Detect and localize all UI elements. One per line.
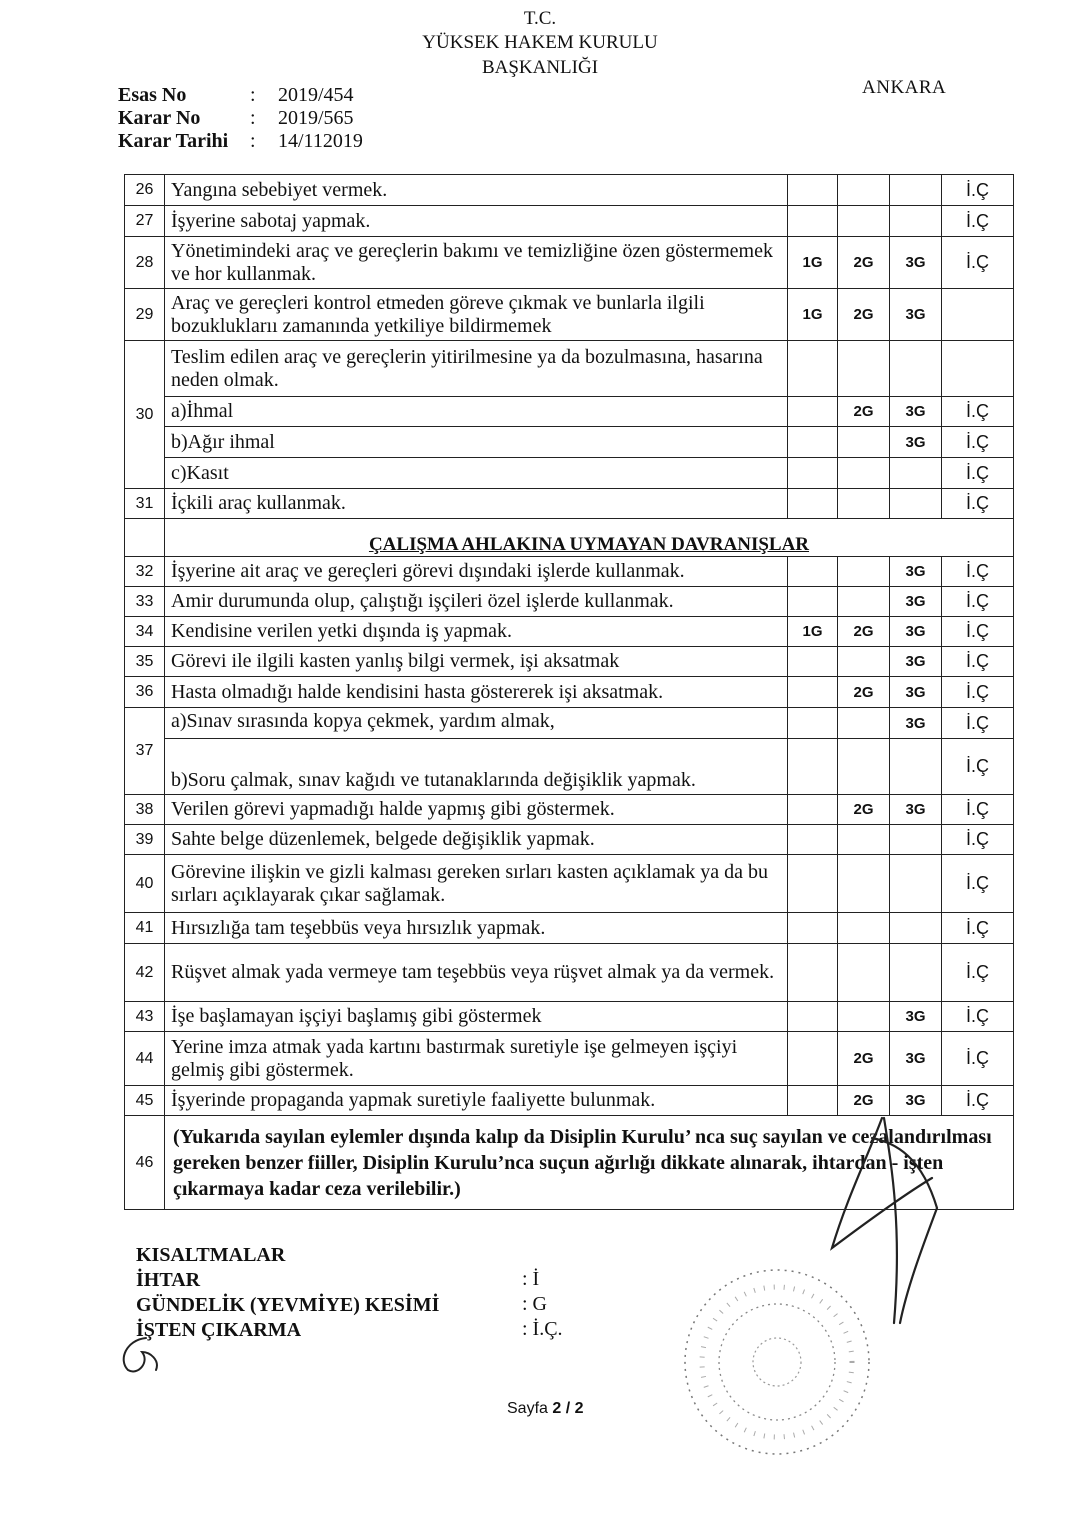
table-row: [125, 795, 1014, 825]
penalty-ic: [942, 289, 1014, 341]
row-number: 31: [125, 489, 165, 519]
table-row: [125, 458, 1014, 489]
row-number: 44: [125, 1032, 165, 1086]
penalty-1g: [788, 647, 838, 677]
penalty-1g: [788, 825, 838, 855]
penalty-3g: 3G: [890, 557, 942, 587]
page-prefix: Sayfa: [507, 1400, 553, 1417]
colon: :: [250, 107, 256, 129]
row-number: 30: [125, 341, 165, 489]
penalty-2g: 2G: [838, 1086, 890, 1116]
penalty-1g: [788, 944, 838, 1002]
penalty-1g: [788, 341, 838, 397]
row-description: İşyerine sabotaj yapmak.: [165, 206, 788, 237]
table-row: [125, 237, 1014, 289]
header-tc: T.C.: [523, 8, 557, 29]
penalty-3g: [890, 913, 942, 944]
table-row: [125, 289, 1014, 341]
penalty-2g: [838, 458, 890, 489]
penalty-ic: İ.Ç: [942, 489, 1014, 519]
penalty-ic: İ.Ç: [942, 1086, 1014, 1116]
colon: :: [250, 84, 256, 106]
penalty-2g: [838, 175, 890, 206]
penalty-1g: 1G: [788, 289, 838, 341]
row-description: c)Kasıt: [165, 458, 788, 489]
header-presidency: BAŞKANLIĞI: [481, 57, 599, 78]
tarih-label: Karar Tarihi: [118, 130, 229, 152]
row-number: 41: [125, 913, 165, 944]
esas-label: Esas No: [118, 84, 187, 106]
penalty-ic: İ.Ç: [942, 677, 1014, 708]
row-description: b)Soru çalmak, sınav kağıdı ve tutanaklarında değişiklik yapmak.: [165, 739, 788, 795]
penalty-2g: [838, 341, 890, 397]
section-row: [125, 519, 1014, 557]
penalty-3g: [890, 944, 942, 1002]
penalty-2g: [838, 944, 890, 1002]
table-row: [125, 647, 1014, 677]
penalty-2g: [838, 708, 890, 739]
penalty-2g: [838, 206, 890, 237]
penalty-1g: [788, 175, 838, 206]
penalty-1g: [788, 427, 838, 458]
penalty-ic: İ.Ç: [942, 237, 1014, 289]
penalty-ic: İ.Ç: [942, 913, 1014, 944]
penalty-3g: 3G: [890, 1002, 942, 1032]
penalty-3g: [890, 739, 942, 795]
penalty-1g: [788, 1002, 838, 1032]
esas-value: 2019/454: [278, 84, 354, 106]
row-description: İşe başlamayan işçiyi başlamış gibi göstermek: [165, 1002, 788, 1032]
penalty-2g: 2G: [838, 1032, 890, 1086]
abbreviation-value: : İ.Ç.: [522, 1318, 563, 1340]
penalty-ic: İ.Ç: [942, 944, 1014, 1002]
penalty-3g: 3G: [890, 708, 942, 739]
page-number: [507, 1400, 584, 1418]
penalty-ic: İ.Ç: [942, 206, 1014, 237]
header-city: ANKARA: [862, 77, 947, 98]
general-clause: (Yukarıda sayılan eylemler dışında kalıp da Disiplin Kurulu’ nca suç sayılan ve cezalandırılması gereken benzer fiiller, Disiplin Kurulu’nca suçun ağırlığı dikkate alınarak, ihtardan - işten çıkarmaya kadar ceza verilebilir.): [165, 1116, 1014, 1210]
row-number: 27: [125, 206, 165, 237]
penalty-1g: [788, 795, 838, 825]
row-number: 38: [125, 795, 165, 825]
row-description: Görevi ile ilgili kasten yanlış bilgi vermek, işi aksatmak: [165, 647, 788, 677]
row-number: 43: [125, 1002, 165, 1032]
penalty-table: [124, 174, 1014, 1210]
table-row: [125, 617, 1014, 647]
penalty-2g: 2G: [838, 289, 890, 341]
tarih-value: 14/112019: [278, 130, 363, 152]
row-description: Yönetimindeki araç ve gereçlerin bakımı ve temizliğine özen göstermemek ve hor kullanmak.: [165, 237, 788, 289]
row-description: Yangına sebebiyet vermek.: [165, 175, 788, 206]
table-row: [125, 587, 1014, 617]
penalty-1g: [788, 739, 838, 795]
penalty-1g: [788, 458, 838, 489]
penalty-2g: [838, 855, 890, 913]
penalty-1g: [788, 708, 838, 739]
penalty-3g: [890, 458, 942, 489]
penalty-2g: [838, 427, 890, 458]
penalty-3g: [890, 175, 942, 206]
row-description: a)Sınav sırasında kopya çekmek, yardım almak,: [165, 708, 788, 739]
abbreviation-label: İHTAR: [136, 1269, 201, 1291]
penalty-3g: 3G: [890, 1086, 942, 1116]
penalty-ic: İ.Ç: [942, 617, 1014, 647]
penalty-ic: İ.Ç: [942, 458, 1014, 489]
penalty-2g: 2G: [838, 617, 890, 647]
penalty-3g: [890, 825, 942, 855]
penalty-3g: 3G: [890, 1032, 942, 1086]
penalty-2g: [838, 913, 890, 944]
penalty-ic: İ.Ç: [942, 708, 1014, 739]
row-number: 36: [125, 677, 165, 708]
initial-mark: [116, 1330, 166, 1378]
table-row: [125, 944, 1014, 1002]
row-description: b)Ağır ihmal: [165, 427, 788, 458]
abbreviations-title: KISALTMALAR: [136, 1244, 286, 1266]
penalty-1g: [788, 1032, 838, 1086]
row-description: Hırsızlığa tam teşebbüs veya hırsızlık yapmak.: [165, 913, 788, 944]
table-row: [125, 708, 1014, 739]
penalty-1g: 1G: [788, 237, 838, 289]
table-row: [125, 677, 1014, 708]
penalty-1g: [788, 397, 838, 427]
section-number-cell: [125, 519, 165, 557]
row-description: Sahte belge düzenlemek, belgede değişiklik yapmak.: [165, 825, 788, 855]
penalty-3g: [890, 341, 942, 397]
penalty-ic: İ.Ç: [942, 557, 1014, 587]
penalty-2g: 2G: [838, 795, 890, 825]
penalty-ic: İ.Ç: [942, 825, 1014, 855]
karar-no: [118, 107, 354, 130]
signature: [812, 1098, 952, 1328]
row-number: 33: [125, 587, 165, 617]
penalty-2g: 2G: [838, 677, 890, 708]
table-row: [125, 489, 1014, 519]
penalty-2g: [838, 1002, 890, 1032]
row-description: İşyerinde propaganda yapmak suretiyle faaliyette bulunmak.: [165, 1086, 788, 1116]
row-description: Teslim edilen araç ve gereçlerin yitirilmesine ya da bozulmasına, hasarına neden olmak.: [165, 341, 788, 397]
table-row: [125, 855, 1014, 913]
table-row: [125, 397, 1014, 427]
abbreviation-value: : G: [522, 1293, 547, 1315]
row-number: 46: [125, 1116, 165, 1210]
row-number: 40: [125, 855, 165, 913]
table-row: [125, 557, 1014, 587]
penalty-ic: İ.Ç: [942, 175, 1014, 206]
penalty-2g: [838, 587, 890, 617]
row-description: a)İhmal: [165, 397, 788, 427]
table-row: [125, 913, 1014, 944]
penalty-2g: [838, 557, 890, 587]
row-number: 45: [125, 1086, 165, 1116]
penalty-2g: [838, 825, 890, 855]
row-description: Amir durumunda olup, çalıştığı işçileri özel işlerde kullanmak.: [165, 587, 788, 617]
penalty-ic: İ.Ç: [942, 795, 1014, 825]
row-description: Yerine imza atmak yada kartını bastırmak suretiyle işe gelmeyen işçiyi gelmiş gibi göstermek.: [165, 1032, 788, 1086]
table-row: [125, 1032, 1014, 1086]
penalty-ic: İ.Ç: [942, 587, 1014, 617]
penalty-1g: 1G: [788, 617, 838, 647]
esas-no: [118, 84, 354, 107]
row-number: 35: [125, 647, 165, 677]
table-row: [125, 175, 1014, 206]
row-description: Rüşvet almak yada vermeye tam teşebbüs veya rüşvet almak ya da vermek.: [165, 944, 788, 1002]
penalty-2g: 2G: [838, 397, 890, 427]
penalty-2g: [838, 647, 890, 677]
table-row: [125, 427, 1014, 458]
penalty-1g: [788, 913, 838, 944]
penalty-2g: [838, 739, 890, 795]
penalty-ic: İ.Ç: [942, 427, 1014, 458]
row-number: 42: [125, 944, 165, 1002]
penalty-3g: 3G: [890, 647, 942, 677]
row-description: İşyerine ait araç ve gereçleri görevi dışındaki işlerde kullanmak.: [165, 557, 788, 587]
abbreviation-label: GÜNDELİK (YEVMİYE) KESİMİ: [136, 1294, 440, 1316]
penalty-1g: [788, 557, 838, 587]
penalty-ic: İ.Ç: [942, 1032, 1014, 1086]
penalty-3g: [890, 206, 942, 237]
penalty-1g: [788, 489, 838, 519]
penalty-1g: [788, 855, 838, 913]
row-number: 29: [125, 289, 165, 341]
section-title: ÇALIŞMA AHLAKINA UYMAYAN DAVRANIŞLAR: [165, 519, 1014, 557]
penalty-1g: [788, 587, 838, 617]
row-number: 39: [125, 825, 165, 855]
header-institution: YÜKSEK HAKEM KURULU: [422, 32, 658, 53]
abbreviation-value: : İ: [522, 1268, 540, 1290]
row-number: 28: [125, 237, 165, 289]
penalty-2g: [838, 489, 890, 519]
page-current: 2 / 2: [552, 1400, 584, 1417]
row-description: Görevine ilişkin ve gizli kalması gereken sırları kasten açıklamak ya da bu sırları açıklayarak çıkar sağlamak.: [165, 855, 788, 913]
row-description: Araç ve gereçleri kontrol etmeden göreve çıkmak ve bunlarla ilgili bozukluklarıı zamanında yetkiliye bildirmemek: [165, 289, 788, 341]
row-description: İçkili araç kullanmak.: [165, 489, 788, 519]
penalty-3g: [890, 489, 942, 519]
penalty-3g: 3G: [890, 397, 942, 427]
penalty-3g: 3G: [890, 237, 942, 289]
karar-tarihi: [118, 130, 363, 153]
penalty-ic: İ.Ç: [942, 397, 1014, 427]
penalty-3g: 3G: [890, 677, 942, 708]
penalty-ic: [942, 341, 1014, 397]
penalty-3g: 3G: [890, 289, 942, 341]
table-row: [125, 206, 1014, 237]
karar-label: Karar No: [118, 107, 201, 129]
penalty-2g: 2G: [838, 237, 890, 289]
row-number: 26: [125, 175, 165, 206]
row-description: Verilen görevi yapmadığı halde yapmış gibi göstermek.: [165, 795, 788, 825]
row-number: 32: [125, 557, 165, 587]
table-row: [125, 1002, 1014, 1032]
penalty-1g: [788, 677, 838, 708]
penalty-3g: 3G: [890, 587, 942, 617]
penalty-ic: İ.Ç: [942, 855, 1014, 913]
row-number: 37: [125, 708, 165, 795]
abbreviation-label: İŞTEN ÇIKARMA: [136, 1319, 302, 1341]
table-row: [125, 825, 1014, 855]
penalty-ic: İ.Ç: [942, 647, 1014, 677]
table-row: [125, 739, 1014, 795]
penalty-3g: 3G: [890, 795, 942, 825]
penalty-3g: 3G: [890, 427, 942, 458]
table-row: [125, 341, 1014, 397]
penalty-3g: 3G: [890, 617, 942, 647]
karar-value: 2019/565: [278, 107, 354, 129]
penalty-1g: [788, 206, 838, 237]
penalty-3g: [890, 855, 942, 913]
row-description: Kendisine verilen yetki dışında iş yapmak.: [165, 617, 788, 647]
penalty-ic: İ.Ç: [942, 1002, 1014, 1032]
colon: :: [250, 130, 256, 152]
penalty-ic: İ.Ç: [942, 739, 1014, 795]
row-description: Hasta olmadığı halde kendisini hasta göstererek işi aksatmak.: [165, 677, 788, 708]
row-number: 34: [125, 617, 165, 647]
